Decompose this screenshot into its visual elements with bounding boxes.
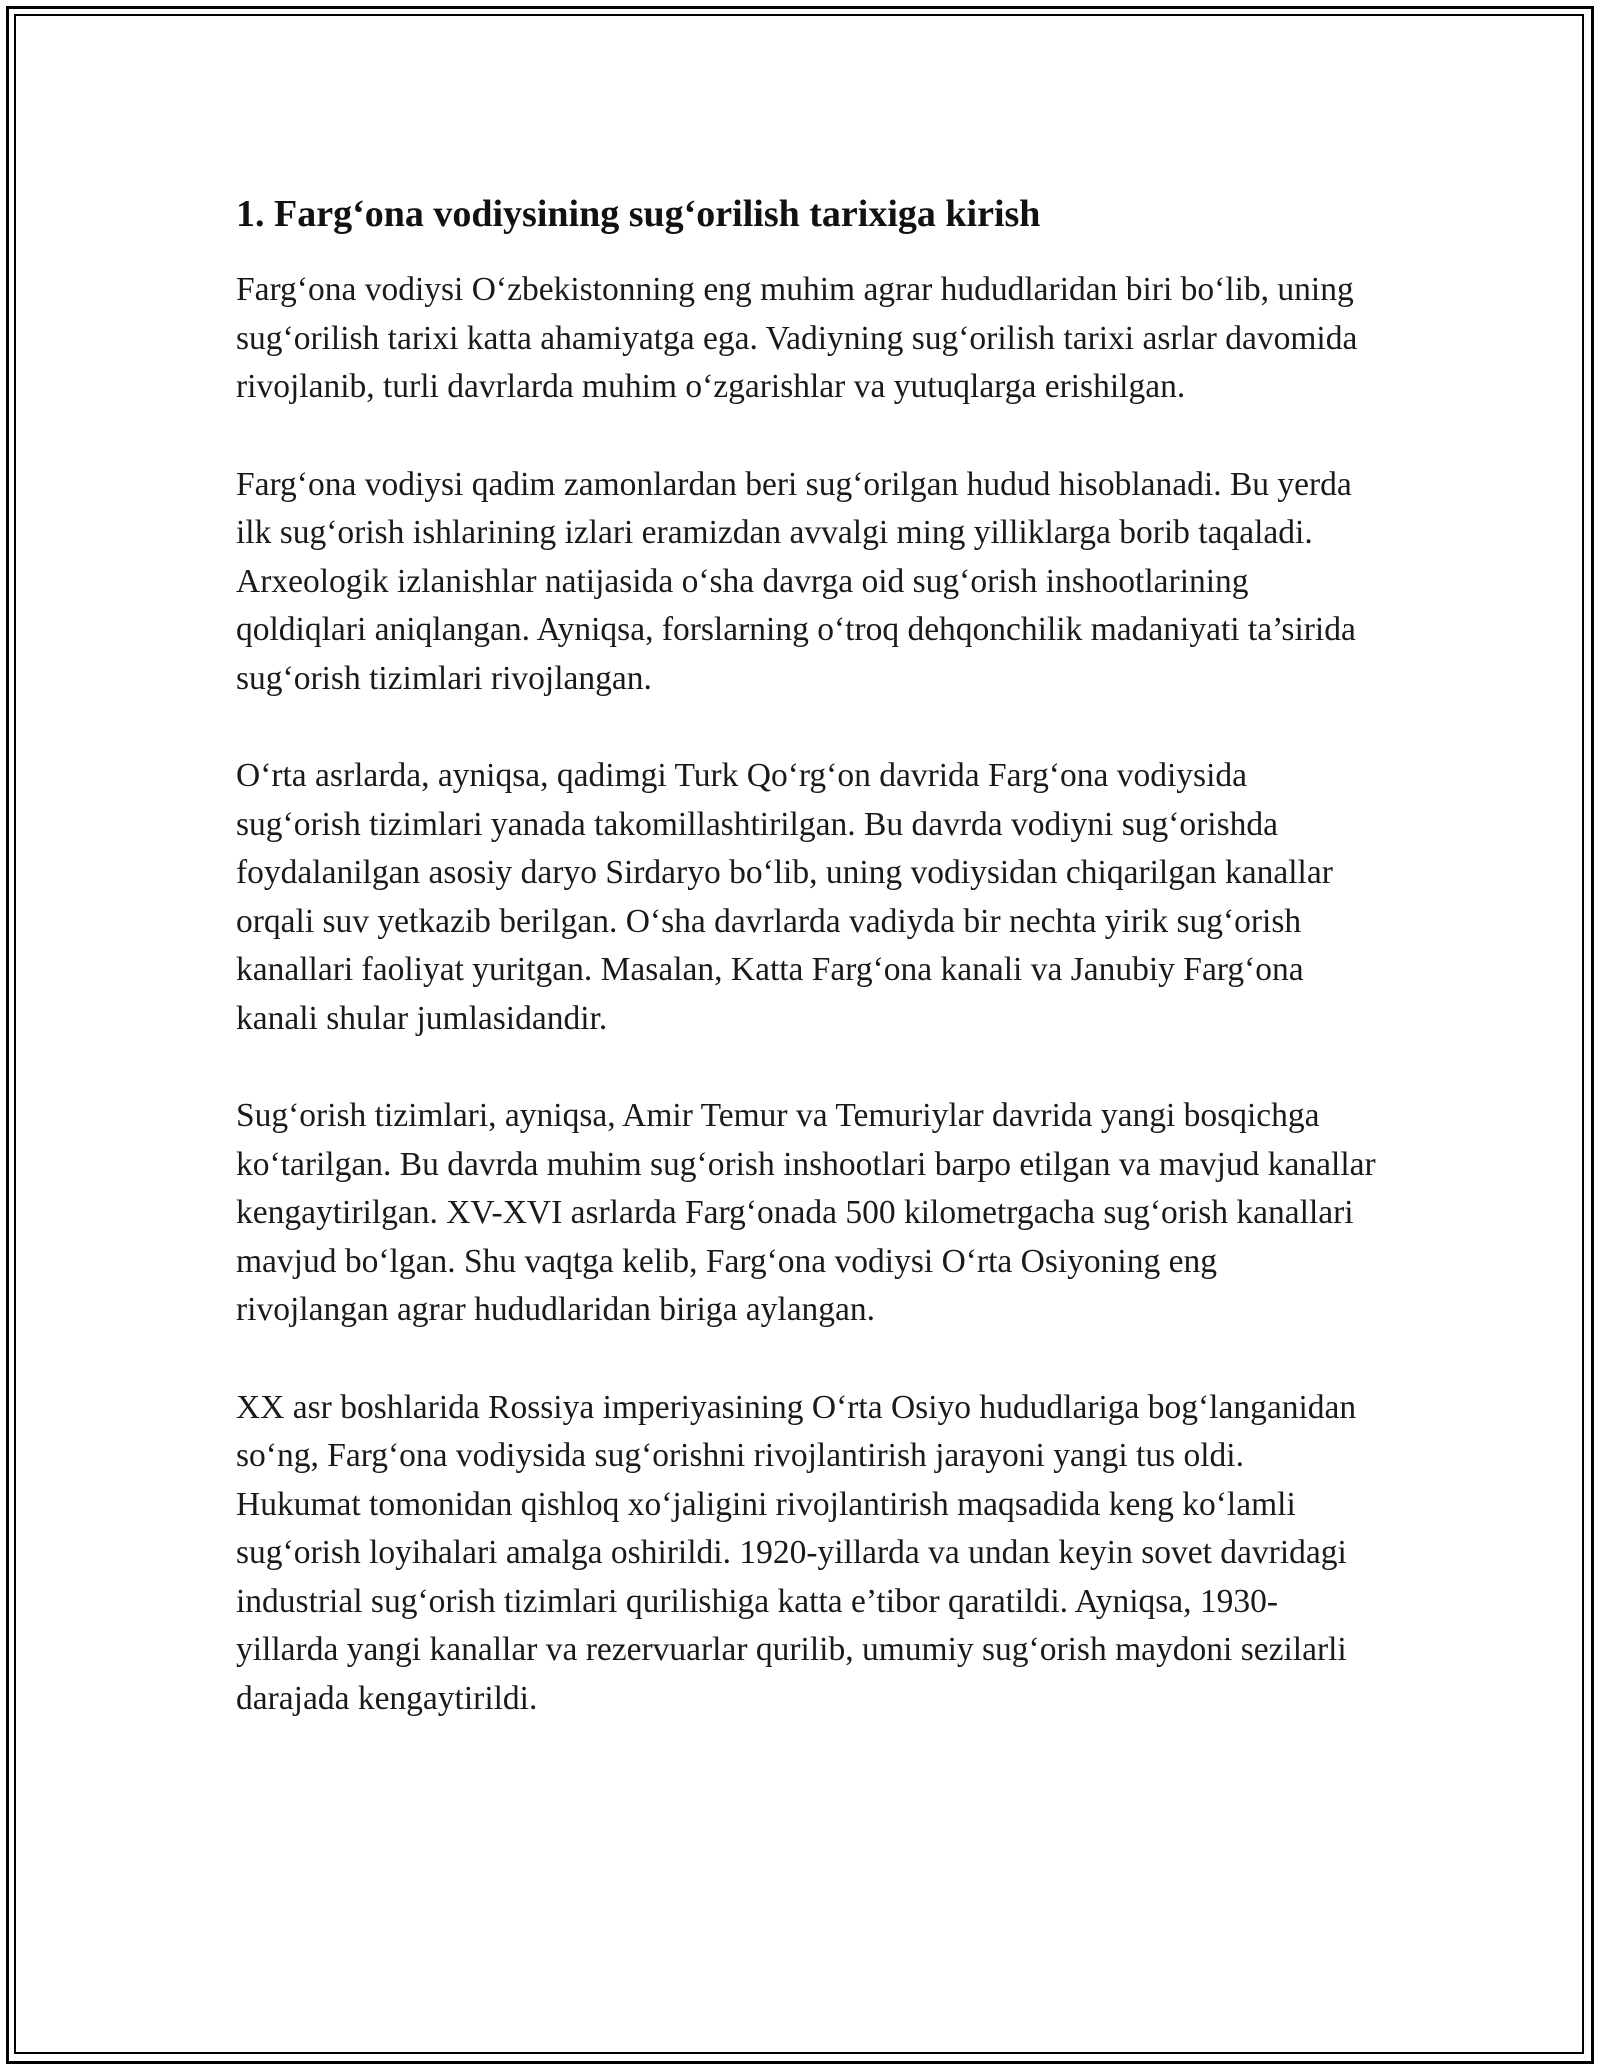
- paragraph-4: Sug‘orish tizimlari, ayniqsa, Amir Temur va Temuriylar davrida yangi bosqichga ko‘tarilgan. Bu davrda muhim sug‘orish inshootlari barpo etilgan va mavjud kanallar kengaytirilgan. XV-XVI asrlarda Farg‘onada 500 kilometrgacha sug‘orish kanallari mavjud bo‘lgan. Shu vaqtga kelib, Farg‘ona vodiysi O‘rta Osiyoning eng rivojlangan agrar hududlaridan biriga aylangan.: [236, 1097, 1376, 1328]
- paragraph-3: O‘rta asrlarda, ayniqsa, qadimgi Turk Qo‘rg‘on davrida Farg‘ona vodiysida sug‘orish tizimlari yanada takomillashtirilgan. Bu davrda vodiyni sug‘orishda foydalanilgan asosiy daryo Sirdaryo bo‘lib, uning vodiysidan chiqarilgan kanallar orqali suv yetkazib berilgan. O‘sha davrlarda vadiyda bir nechta yirik sug‘orish kanallari faoliyat yuritgan. Masalan, Katta Farg‘ona kanali va Janubiy Farg‘ona kanali shular jumlasidandir.: [236, 757, 1333, 1037]
- paragraph-5: XX asr boshlarida Rossiya imperiyasining O‘rta Osiyo hududlariga bog‘langanidan so‘ng, Farg‘ona vodiysida sug‘orishni rivojlantirish jarayoni yangi tus oldi. Hukumat tomonidan qishloq xo‘jaligini rivojlantirish maqsadida keng ko‘lamli sug‘orish loyihalari amalga oshirildi. 1920-yillarda va undan keyin sovet davridagi industrial sug‘orish tizimlari qurilishiga katta e’tibor qaratildi. Ayniqsa, 1930-yillarda yangi kanallar va rezervuarlar qurilib, umumiy sug‘orish maydoni sezilarli darajada kengaytirildi.: [236, 1388, 1357, 1717]
- paragraph-1: Farg‘ona vodiysi O‘zbekistonning eng muhim agrar hududlaridan biri bo‘lib, uning sug‘orilish tarixi katta ahamiyatga ega. Vadiyning sug‘orilish tarixi asrlar davomida rivojlanib, turli davrlarda muhim o‘zgarishlar va yutuqlarga erishilgan.: [236, 271, 1358, 405]
- document-body: [236, 188, 1376, 1772]
- section-heading: 1. Farg‘ona vodiysining sug‘orilish tarixiga kirish: [236, 193, 1041, 235]
- paragraph-2: Farg‘ona vodiysi qadim zamonlardan beri sug‘orilgan hudud hisoblanadi. Bu yerda ilk sug‘orish ishlarining izlari eramizdan avvalgi ming yilliklarga borib taqaladi. Arxeologik izlanishlar natijasida o‘sha davrga oid sug‘orish inshootlarining qoldiqlari aniqlangan. Ayniqsa, forslarning o‘troq dehqonchilik madaniyati ta’sirida sug‘orish tizimlari rivojlangan.: [236, 465, 1356, 697]
